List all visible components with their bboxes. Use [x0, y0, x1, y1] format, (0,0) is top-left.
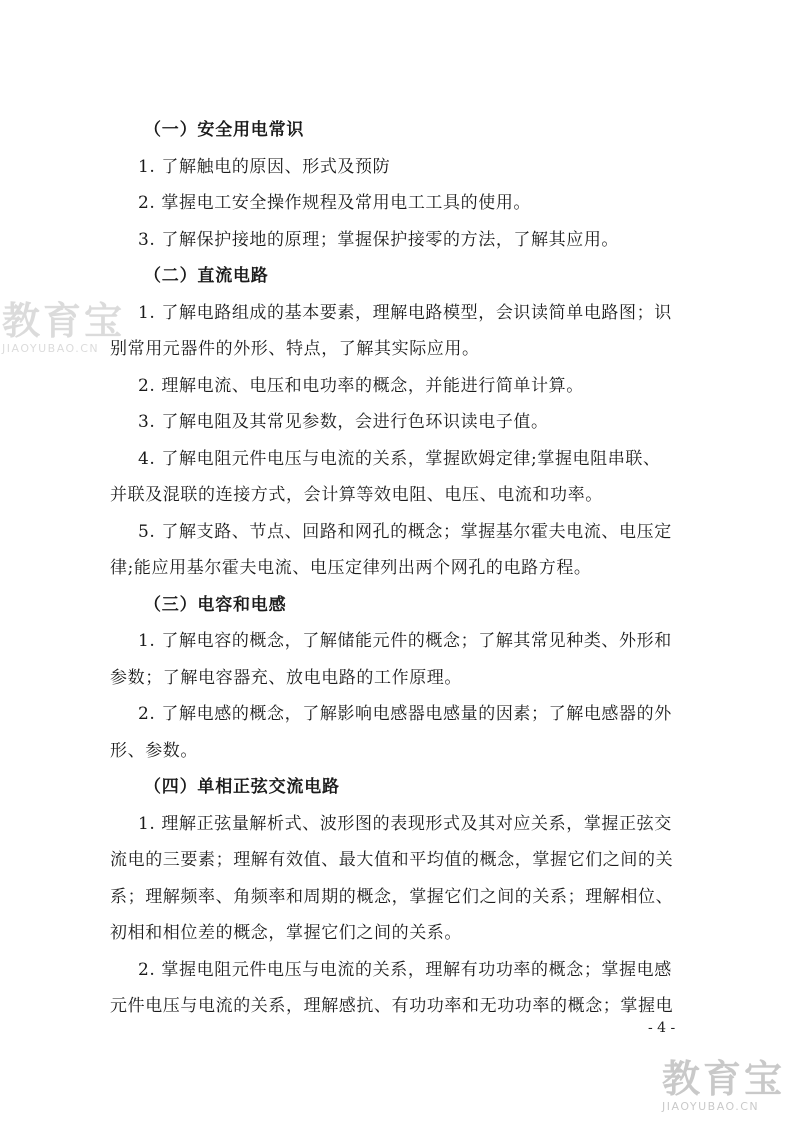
watermark-logo	[662, 1058, 785, 1113]
list-item-line: 1. 了解电路组成的基本要素，理解电路模型，会识读简单电路图；识	[138, 302, 672, 323]
document-body	[110, 112, 704, 1025]
watermark-domain: JIAOYUBAO.CN	[662, 1100, 760, 1113]
page-number: - 4 -	[648, 1020, 676, 1036]
list-item-line: 2. 理解电流、电压和电功率的概念，并能进行简单计算。	[138, 375, 584, 396]
list-item-line: 3. 了解电阻及其常见参数，会进行色环识读电子值。	[138, 412, 549, 432]
paragraph-continuation-line: 别常用元器件的外形、特点，了解其实际应用。	[110, 339, 480, 359]
paragraph-continuation-line: 参数；了解电容器充、放电电路的工作原理。	[110, 667, 462, 688]
paragraph-continuation-line: 初相和相位差的概念，掌握它们之间的关系。	[110, 923, 462, 943]
paragraph-continuation-line: 元件电压与电流的关系，理解感抗、有功功率和无功功率的概念；掌握电	[110, 996, 674, 1016]
list-item-line: 5. 了解支路、节点、回路和网孔的概念；掌握基尔霍夫电流、电压定	[138, 521, 672, 542]
section-heading: （一）安全用电常识	[144, 120, 305, 140]
watermark-domain: JIAOYUBAO.CN	[2, 342, 100, 355]
list-item-line: 1. 理解正弦量解析式、波形图的表现形式及其对应关系，掌握正弦交	[138, 813, 672, 834]
list-item-line: 1. 了解电容的概念，了解储能元件的概念；了解其常见种类、外形和	[138, 631, 672, 651]
paragraph-continuation-line: 形、参数。	[110, 740, 198, 761]
list-item-line: 3. 了解保护接地的原理；掌握保护接零的方法，了解其应用。	[138, 229, 620, 250]
section-heading: （二）直流电路	[144, 266, 269, 286]
list-item-line: 2. 掌握电工安全操作规程及常用电工工具的使用。	[138, 193, 532, 213]
list-item-line: 4. 了解电阻元件电压与电流的关系，掌握欧姆定律;掌握电阻串联、	[138, 448, 661, 469]
paragraph-continuation-line: 并联及混联的连接方式，会计算等效电阻、电压、电流和功率。	[110, 485, 603, 505]
list-item-line: 2. 了解电感的概念，了解影响电感器电感量的因素；了解电感器的外	[138, 704, 672, 724]
section-heading: （三）电容和电感	[144, 594, 287, 615]
paragraph-continuation-line: 系；理解频率、角频率和周期的概念，掌握它们之间的关系；理解相位、	[110, 886, 674, 907]
paragraph-continuation-line: 流电的三要素；理解有效值、最大值和平均值的概念，掌握它们之间的关	[110, 850, 674, 870]
watermark-brand: 教育宝	[2, 299, 126, 343]
section-heading: （四）单相正弦交流电路	[144, 777, 340, 797]
list-item-line: 2. 掌握电阻元件电压与电流的关系，理解有功功率的概念；掌握电感	[138, 959, 672, 980]
watermark-brand: 教育宝	[662, 1057, 786, 1101]
list-item-line: 1. 了解触电的原因、形式及预防	[138, 156, 391, 177]
paragraph-continuation-line: 律;能应用基尔霍夫电流、电压定律列出两个网孔的电路方程。	[110, 558, 592, 578]
watermark-logo	[2, 300, 125, 355]
